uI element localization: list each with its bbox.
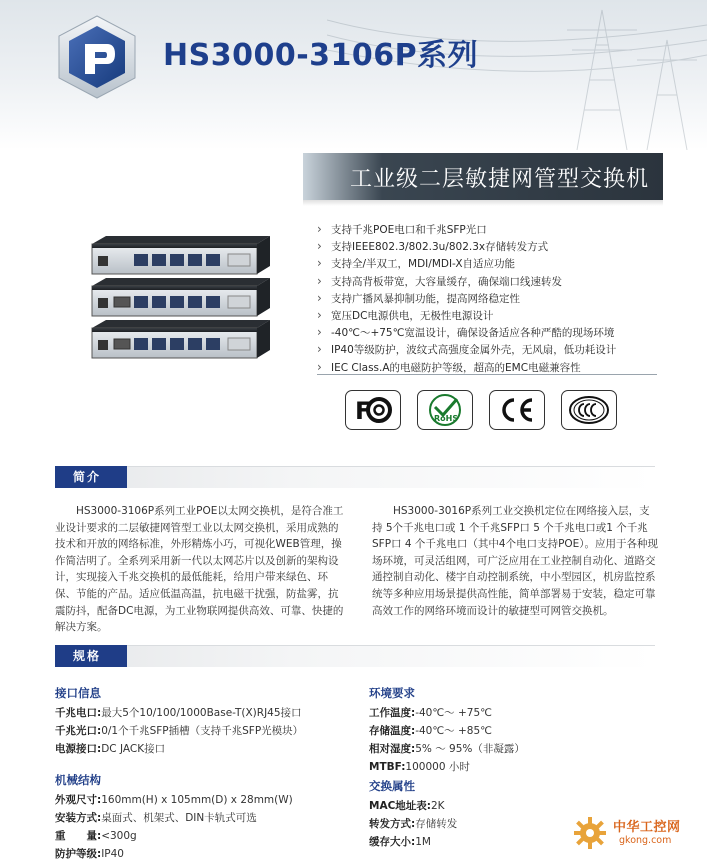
feature-item: › 宽压DC电源供电，无极性电源设计 (317, 308, 677, 325)
switch-product-image (82, 234, 272, 364)
specs-section-header (55, 645, 655, 667)
feature-item: › IEC Class.A的电磁防护等级，超高的EMC电磁兼容性 (317, 360, 677, 377)
spec-group-title: 机械结构 (55, 773, 101, 787)
spec-row: 安装方式: 桌面式、机架式、DIN卡轨式可选 (55, 812, 257, 824)
spec-row: 相对湿度: 5% ～ 95%（非凝露） (369, 743, 525, 755)
ce-icon (489, 390, 545, 430)
spec-row: 存储温度: -40℃～ +85℃ (369, 725, 492, 737)
spec-interface (55, 684, 355, 758)
gear-icon (573, 816, 607, 850)
feature-item: › 支持IEEE802.3/802.3u/802.3x存储转发方式 (317, 239, 677, 256)
feature-item: › 支持高背板带宽，大容量缓存，确保端口线速转发 (317, 274, 677, 291)
rohs-icon (417, 390, 473, 430)
specs-heading: 规格 (55, 645, 127, 667)
subtitle-banner (303, 153, 663, 200)
intro-heading: 简介 (55, 466, 127, 488)
feature-item: › 支持广播风暴抑制功能，提高网络稳定性 (317, 291, 677, 308)
intro-paragraph: HS3000-3106P系列工业POE以太网交换机，是符合准工业设计要求的二层敏捷网管型工业以太网交换机，采用成熟的技术和开放的网络标准，外形精炼小巧，可视化WEB管理，操作简洁明了。全系列采用新一代以太网芯片以及创新的架构设计，实现接入千兆交换机的最低能耗，给用户带来绿色、环保、节能的产品。适应低温高温，抗电磁干扰强，防盐雾，抗震防抖，配备DC电源，为工业物联网提供高效、可靠、快捷的解决方案。 (55, 505, 344, 634)
spec-environment (369, 684, 629, 776)
ccc-icon (561, 390, 617, 430)
spec-row: 重 量: <300g (55, 830, 137, 842)
spec-row: 千兆电口: 最大5个10/100/1000Base-T(X)RJ45接口 (55, 707, 302, 719)
intro-column-left (55, 503, 345, 636)
intro-paragraph: HS3000-3016P系列工业交换机定位在网络接入层，支持 5个千兆电口或 1 个千兆SFP口 5 个千兆电口或1 个千兆SFP口 4 个千兆电口（其中4个电口支持POE）。应用于各种现场环境，可灵活组网，可广泛应用在工业控制自动化、道路交通控制自动化、楼宇自动控制系统，中小型园区，机房监控系统等多种应用场景提供高性能，简单部署易于安装，稳定可靠高效工作的网络环境而设计的敏捷型可网管交换机。 (372, 505, 659, 617)
spec-row: 缓存大小: 1M (369, 836, 431, 848)
certification-badges (345, 390, 617, 430)
spec-row: 千兆光口: 0/1个千兆SFP插槽（支持千兆SFP光模块） (55, 725, 304, 737)
spec-row: MAC地址表: 2K (369, 800, 445, 812)
feature-item: › 支持全/半双工，MDI/MDI-X自适应功能 (317, 256, 677, 273)
spec-row: 电源接口: DC JACK接口 (55, 743, 166, 755)
spec-group-title: 交换属性 (369, 779, 415, 793)
intro-section-header (55, 466, 655, 488)
svg-text:F: F (355, 397, 372, 424)
feature-divider (317, 374, 657, 375)
power-tower-background (327, 0, 707, 150)
intro-column-right (372, 503, 660, 619)
page-title: HS3000-3106P系列 (163, 38, 479, 73)
spec-row: 防护等级: IP40 (55, 848, 124, 860)
watermark-name: 中华工控网 (613, 820, 681, 835)
subtitle-text: 工业级二层敏捷网管型交换机 (349, 167, 649, 192)
watermark-site: gkong.com (619, 835, 672, 846)
feature-item: › -40℃～+75℃宽温设计，确保设备适应各种严酷的现场环境 (317, 325, 677, 342)
spec-mechanical (55, 771, 355, 863)
spec-row: 工作温度: -40℃～ +75℃ (369, 707, 492, 719)
spec-row: 转发方式: 存储转发 (369, 818, 458, 830)
feature-item: › 支持千兆POE电口和千兆SFP光口 (317, 222, 677, 239)
spec-group-title: 接口信息 (55, 686, 101, 700)
spec-row: 外观尺寸: 160mm(H) x 105mm(D) x 28mm(W) (55, 794, 293, 806)
company-logo (55, 14, 139, 100)
spec-row: MTBF: 100000 小时 (369, 761, 470, 773)
feature-list (317, 222, 677, 377)
feature-item: › IP40等级防护，波纹式高强度金属外壳，无风扇，低功耗设计 (317, 342, 677, 359)
svg-text:RoHS: RoHS (434, 414, 459, 423)
spec-switching (369, 777, 569, 851)
watermark (573, 812, 703, 860)
hero-header (0, 0, 707, 150)
fcc-icon (345, 390, 401, 430)
spec-group-title: 环境要求 (369, 686, 415, 700)
